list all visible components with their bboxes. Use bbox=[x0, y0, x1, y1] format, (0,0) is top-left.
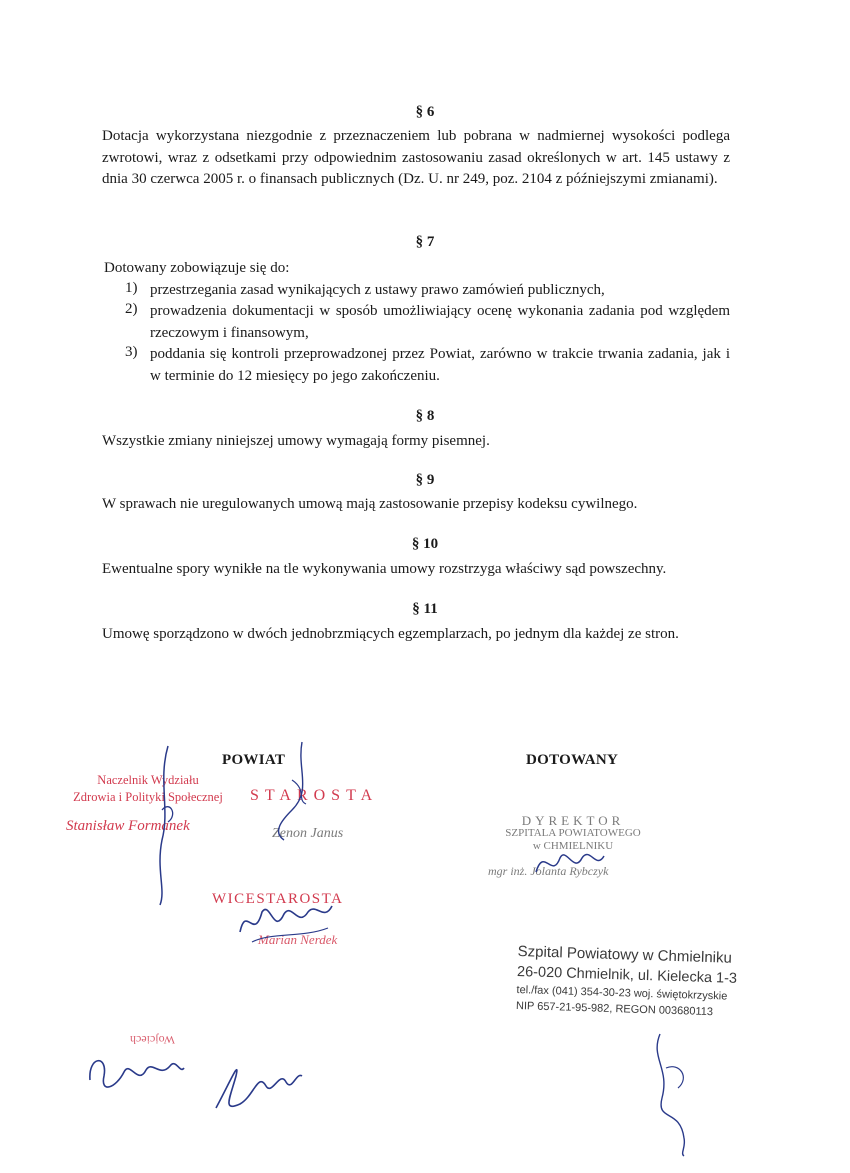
szpital-stamp bbox=[516, 942, 738, 1021]
dotowany-signature bbox=[640, 1028, 710, 1158]
bottom-left-stamp: Wojciech bbox=[130, 1033, 176, 1047]
dyrektor-name: mgr inż. Jolanta Rybczyk bbox=[488, 864, 609, 878]
naczelnik-stamp-line-2: Zdrowia i Polityki Społecznej bbox=[73, 790, 223, 804]
naczelnik-name: Stanisław Formanek bbox=[66, 818, 190, 834]
list-item-2-number: 2) bbox=[125, 301, 138, 317]
section-11-title: § 11 bbox=[412, 601, 438, 617]
bottom-signature-1 bbox=[80, 1046, 190, 1106]
dyrektor-stamp-line-2: SZPITALA POWIATOWEGO bbox=[505, 827, 641, 839]
powiat-label: POWIAT bbox=[222, 752, 286, 768]
list-item-1: przestrzegania zasad wynikających z ustawy prawo zamówień publicznych, bbox=[150, 282, 605, 298]
wicestarosta-stamp: WICESTAROSTA bbox=[212, 891, 344, 907]
list-item-1-number: 1) bbox=[125, 280, 138, 296]
wicestarosta-name: Marian Nerdek bbox=[258, 932, 338, 947]
dyrektor-stamp-line-1: DYREKTOR bbox=[521, 813, 625, 828]
starosta-stamp: STAROSTA bbox=[250, 787, 379, 804]
szpital-stamp-line-3: tel./fax (041) 354-30-23 woj. świętokrzyskie bbox=[516, 983, 728, 1003]
section-6-text: Dotacja wykorzystana niezgodnie z przeznaczeniem lub pobrana w nadmiernej wysokości podlega zwrotowi, wraz z odsetkami przy odpowiednim zastosowaniu zasad określonych w art. 145 ustawy z dnia 30 czerwca 2005 r. o finansach publicznych (Dz. U. nr 249, poz. 2104 z późniejszymi zmianami). bbox=[102, 128, 730, 187]
powiat-signature-1 bbox=[140, 740, 200, 910]
dyrektor-stamp-line-3: w CHMIELNIKU bbox=[532, 840, 614, 852]
starosta-name: Zenon Janus bbox=[272, 826, 344, 841]
section-9-text: W sprawach nie uregulowanych umową mają zastosowanie przepisy kodeksu cywilnego. bbox=[102, 496, 638, 512]
section-10-text: Ewentualne spory wynikłe na tle wykonywania umowy rozstrzyga właściwy sąd powszechny. bbox=[102, 561, 667, 577]
szpital-stamp-line-4: NIP 657-21-95-982, REGON 003680113 bbox=[515, 999, 714, 1019]
bottom-signature-2 bbox=[200, 1052, 310, 1122]
section-11-text: Umowę sporządzono w dwóch jednobrzmiących egzemplarzach, po jednym dla każdej ze stron. bbox=[102, 626, 679, 642]
szpital-stamp-line-2: 26-020 Chmielnik, ul. Kielecka 1-3 bbox=[516, 963, 738, 987]
section-7-title: § 7 bbox=[415, 234, 435, 250]
section-7-intro: Dotowany zobowiązuje się do: bbox=[104, 260, 290, 276]
section-10-title: § 10 bbox=[411, 536, 439, 552]
section-8-text: Wszystkie zmiany niniejszej umowy wymagają formy pisemnej. bbox=[102, 433, 490, 449]
section-8-title: § 8 bbox=[415, 408, 435, 424]
dotowany-label: DOTOWANY bbox=[526, 752, 619, 768]
list-item-2: prowadzenia dokumentacji w sposób umożliwiający ocenę wykonania zadania pod względem rzeczowym i finansowym, bbox=[150, 303, 730, 341]
powiat-signature-2 bbox=[262, 740, 332, 850]
list-item-3: poddania się kontroli przeprowadzonej przez Powiat, zarówno w trakcie trwania zadania, jak i w terminie do 12 miesięcy po jego zakończeniu. bbox=[150, 346, 730, 384]
section-9-title: § 9 bbox=[415, 472, 435, 488]
szpital-stamp-line-1: Szpital Powiatowy w Chmielniku bbox=[517, 942, 733, 967]
section-6-title: § 6 bbox=[415, 104, 435, 120]
naczelnik-stamp-line-1: Naczelnik Wydziału bbox=[97, 773, 199, 787]
dyrektor-signature bbox=[530, 840, 610, 890]
list-item-3-number: 3) bbox=[125, 344, 138, 360]
wicestarosta-signature bbox=[232, 892, 342, 952]
